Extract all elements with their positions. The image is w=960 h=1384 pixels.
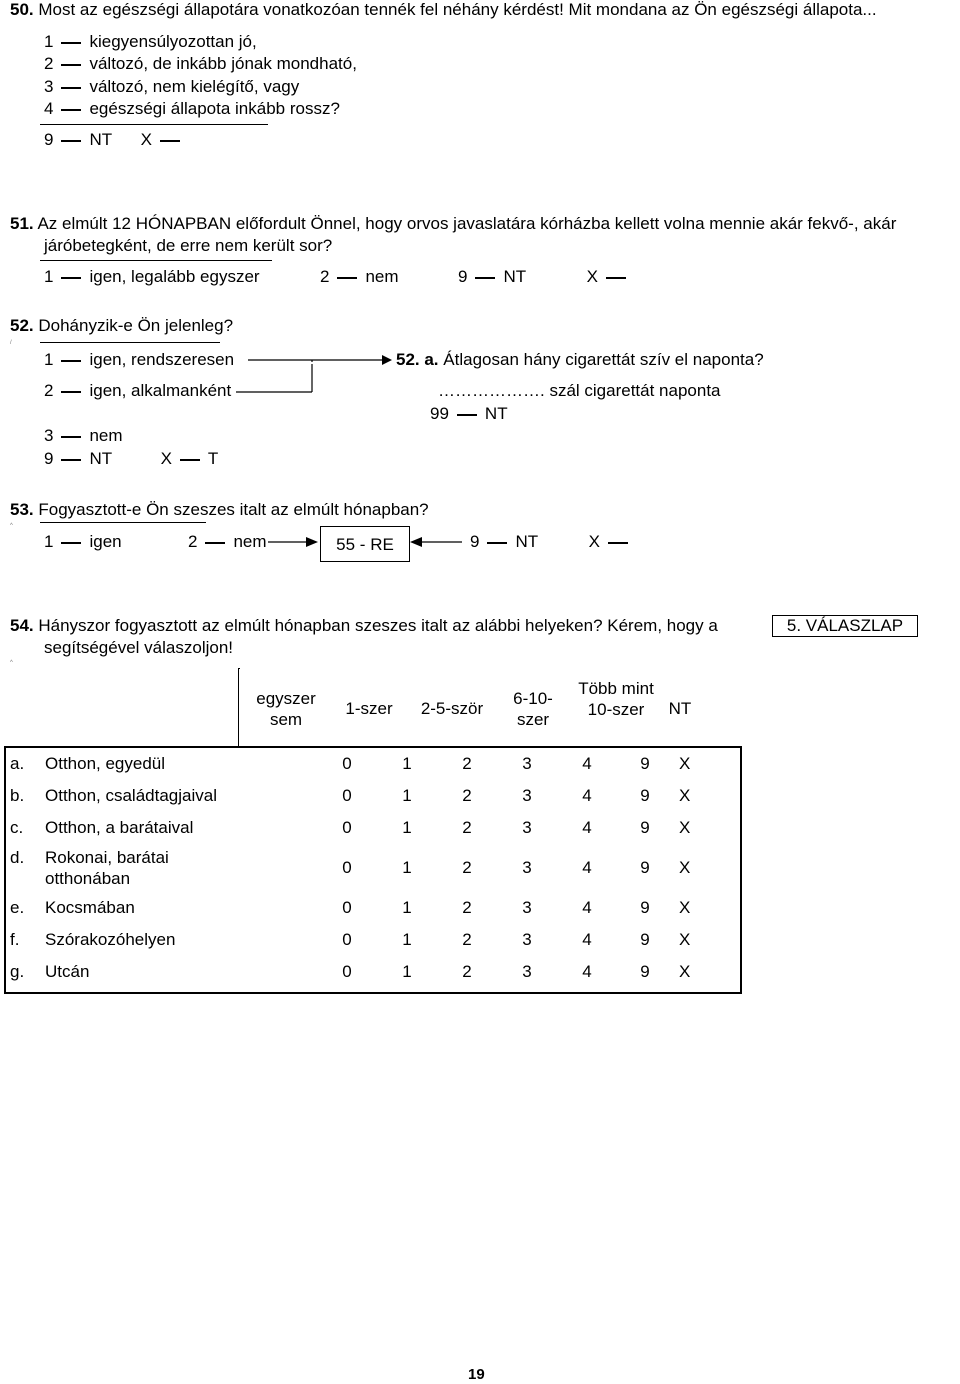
q50-text: Most az egészségi állapotára vonatkozóan tennék fel néhány kérdést! Mit mondana az Ön egészségi állapota... (38, 0, 877, 19)
option-label: NT (89, 449, 112, 468)
q53-text: Fogyasztott-e Ön szeszes italt az elmúlt hónapban? (38, 500, 429, 519)
goto-box: 55 - RE (320, 526, 410, 562)
value-cell[interactable]: 3 (522, 898, 532, 917)
value-cell[interactable]: 2 (462, 786, 472, 805)
table-row (6, 924, 727, 956)
q53-option-2[interactable] (188, 532, 267, 552)
value-cell[interactable]: 4 (582, 930, 592, 949)
value-cell[interactable]: X (679, 818, 691, 837)
option-label: nem (89, 426, 123, 445)
option-code: 1 (44, 32, 54, 51)
option-code: 1 (44, 532, 54, 551)
x-label: X (160, 449, 172, 468)
option-label: NT (89, 130, 112, 149)
value-cell[interactable]: 2 (462, 754, 472, 773)
value-cell[interactable]: 3 (522, 818, 532, 837)
row-label: Kocsmában (45, 898, 135, 917)
row-letter: e. (10, 898, 25, 917)
value-cell[interactable]: 1 (402, 962, 412, 981)
header-more-than-10: Több mint 10-szer (578, 679, 654, 719)
value-cell[interactable]: X (679, 898, 691, 917)
table-row (6, 748, 727, 780)
option-code: 1 (44, 350, 54, 369)
option-label: igen (89, 532, 122, 551)
card-label-box: 5. VÁLASZLAP (772, 615, 918, 637)
row-label: Rokonai, barátai otthonában (45, 848, 169, 888)
value-cell[interactable]: 4 (582, 898, 592, 917)
option-code: 1 (44, 267, 54, 286)
row-letter: b. (10, 786, 25, 805)
option-code: 3 (44, 426, 54, 445)
option-code: 3 (44, 77, 54, 96)
t-label: T (207, 449, 219, 468)
dash-icon (61, 542, 81, 544)
x-label: X (586, 267, 598, 286)
value-cell[interactable]: 9 (640, 898, 650, 917)
q52a-question (396, 350, 764, 370)
value-cell[interactable]: 2 (462, 930, 472, 949)
q53-number: 53. (10, 500, 34, 519)
value-cell[interactable]: 0 (342, 754, 352, 773)
dash-icon (457, 414, 477, 416)
q53-question (10, 500, 429, 520)
q54-question-line1 (10, 616, 718, 636)
header-6-10: 6-10-szer (513, 689, 553, 729)
value-cell[interactable]: 0 (342, 930, 352, 949)
row-letter: a. (10, 754, 25, 773)
q52-text: Dohányzik-e Ön jelenleg? (38, 316, 234, 335)
row-label: Utcán (45, 962, 90, 981)
q52a-text: Átlagosan hány cigarettát szív el naponta? (443, 350, 764, 369)
q52a-number: 52. a. (396, 350, 439, 369)
row-label: Otthon, a barátaival (45, 818, 194, 837)
value-cell[interactable]: X (679, 754, 691, 773)
value-cell[interactable]: 0 (342, 818, 352, 837)
dash-icon (608, 542, 628, 544)
option-label: igen, alkalmanként (89, 381, 232, 400)
value-cell[interactable]: 4 (582, 786, 592, 805)
value-cell[interactable]: 2 (462, 858, 472, 877)
q52a-option-nt[interactable] (430, 404, 508, 424)
option-label: igen, legalább egyszer (89, 267, 260, 286)
value-cell[interactable]: X (679, 786, 691, 805)
value-cell[interactable]: 3 (522, 786, 532, 805)
value-cell[interactable]: 0 (342, 858, 352, 877)
value-cell[interactable]: 9 (640, 858, 650, 877)
q50-number: 50. (10, 0, 34, 19)
table-row (6, 892, 727, 924)
row-letter: c. (10, 818, 24, 837)
divider (40, 522, 206, 523)
value-cell[interactable]: X (679, 962, 691, 981)
value-cell[interactable]: 2 (462, 898, 472, 917)
row-letter: d. (10, 848, 25, 867)
q51-text: Az elmúlt 12 HÓNAPBAN előfordult Önnel, hogy orvos javaslatára kórházba kellett volna mennie akár fekvő-, akár (37, 214, 897, 233)
value-cell[interactable]: 1 (402, 754, 412, 773)
value-cell[interactable]: 0 (342, 898, 352, 917)
option-code: 2 (320, 267, 330, 286)
q53-option-nt[interactable] (470, 532, 636, 552)
header-never: egyszer sem (256, 689, 316, 729)
x-label: X (588, 532, 600, 551)
table-row (6, 844, 727, 892)
option-code: 2 (44, 54, 54, 73)
value-cell[interactable]: X (679, 858, 691, 877)
option-code: 9 (470, 532, 480, 551)
page-number: 19 (468, 1366, 485, 1383)
value-cell[interactable]: 4 (582, 754, 592, 773)
option-label: nem (233, 532, 267, 551)
header-2-5: 2-5-ször (420, 699, 484, 718)
value-cell[interactable]: 2 (462, 962, 472, 981)
value-cell[interactable]: 3 (522, 930, 532, 949)
tick-mark: ^ (10, 660, 13, 666)
option-label: NT (484, 404, 508, 423)
value-cell[interactable]: 0 (342, 962, 352, 981)
option-code: 9 (44, 130, 54, 149)
q52a-answer-field[interactable]: ………………. szál cigarettát naponta (438, 381, 721, 400)
value-cell[interactable]: 1 (402, 786, 412, 805)
option-code: 9 (44, 449, 54, 468)
value-cell[interactable]: 3 (522, 962, 532, 981)
value-cell[interactable]: 0 (342, 786, 352, 805)
table-row (6, 812, 727, 844)
option-label: változó, de inkább jónak mondható, (89, 54, 357, 73)
q51-question-line2: járóbetegként, de erre nem került sor? (44, 236, 333, 255)
option-label: nem (365, 267, 399, 286)
value-cell[interactable]: 3 (522, 858, 532, 877)
q53-option-1[interactable] (44, 532, 122, 552)
option-label: NT (503, 267, 526, 286)
tick-mark: ^ (10, 523, 13, 529)
q54-text: Hányszor fogyasztott az elmúlt hónapban szeszes italt az alábbi helyeken? Kérem, hogy a (38, 616, 718, 635)
option-code: 99 (430, 404, 449, 423)
value-cell[interactable]: 1 (402, 858, 412, 877)
option-code: 9 (458, 267, 468, 286)
value-cell[interactable]: 4 (582, 818, 592, 837)
row-label: Otthon, egyedül (45, 754, 166, 773)
value-cell[interactable]: 1 (402, 930, 412, 949)
q54-number: 54. (10, 616, 34, 635)
header-left-border (238, 668, 239, 748)
value-cell[interactable]: 9 (640, 930, 650, 949)
dash-icon (205, 542, 225, 544)
tick-mark: / (10, 340, 12, 346)
q51-number: 51. (10, 214, 34, 233)
option-label: egészségi állapota inkább rossz? (89, 99, 340, 118)
value-cell[interactable]: 9 (640, 818, 650, 837)
option-code: 2 (44, 381, 54, 400)
option-label: NT (515, 532, 538, 551)
value-cell[interactable]: 4 (582, 858, 592, 877)
q52-number: 52. (10, 316, 34, 335)
value-cell[interactable]: 3 (522, 754, 532, 773)
row-letter: f. (10, 930, 20, 949)
value-cell[interactable]: 4 (582, 962, 592, 981)
row-letter: g. (10, 962, 25, 981)
header-nt: NT (668, 699, 692, 718)
value-cell[interactable]: 2 (462, 818, 472, 837)
table-row (6, 780, 727, 812)
option-label: kiegyensúlyozottan jó, (89, 32, 257, 51)
q54-table (6, 748, 727, 988)
value-cell[interactable]: X (679, 930, 691, 949)
option-code: 4 (44, 99, 54, 118)
value-cell[interactable]: 9 (640, 962, 650, 981)
option-label: igen, rendszeresen (89, 350, 235, 369)
row-label: Otthon, családtagjaival (45, 786, 217, 805)
header-once: 1-szer (345, 699, 393, 718)
q54-question-line2: segítségével válaszoljon! (44, 638, 234, 657)
row-label: Szórakozóhelyen (45, 930, 176, 949)
value-cell[interactable]: 9 (640, 754, 650, 773)
header-tick (238, 668, 240, 669)
table-row (6, 956, 727, 988)
value-cell[interactable]: 1 (402, 898, 412, 917)
option-code: 2 (188, 532, 198, 551)
option-label: változó, nem kielégítő, vagy (89, 77, 300, 96)
x-label: X (140, 130, 152, 149)
dash-icon (487, 542, 507, 544)
value-cell[interactable]: 9 (640, 786, 650, 805)
value-cell[interactable]: 1 (402, 818, 412, 837)
